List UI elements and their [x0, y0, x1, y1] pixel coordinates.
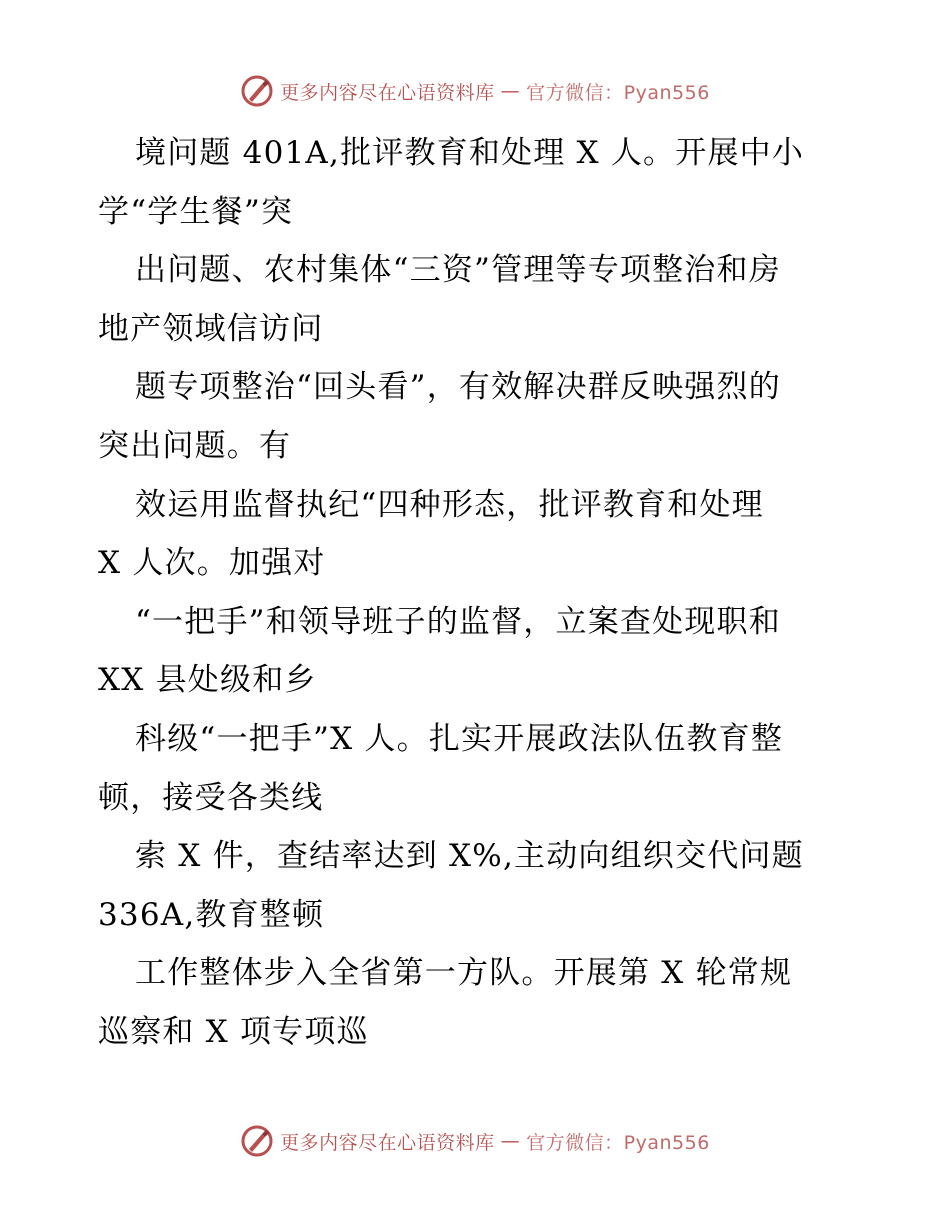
header-watermark [0, 74, 950, 108]
text-line: X 人次。加强对 [98, 545, 326, 582]
watermark-wechat-text: 官方微信：Pyan556 [526, 81, 710, 104]
text-line: 索 X 件，查结率达到 X%,主动向组织交代问题 [135, 838, 804, 875]
text-line: 境问题 401A,批评教育和处理 X 人。开展中小 [135, 135, 805, 171]
watermark-site-text: 更多内容尽在心语资料库 [280, 1131, 495, 1154]
text-line: 突出问题。有 [98, 427, 292, 464]
footer-watermark [0, 1124, 950, 1158]
text-line: XX 县处级和乡 [98, 662, 317, 699]
pen-logo-icon [240, 1124, 274, 1158]
text-line: “一把手”和领导班子的监督，立案查处现职和 [135, 603, 781, 640]
text-line: 巡察和 X 项专项巡 [98, 1013, 369, 1050]
watermark-dash: — [500, 1130, 521, 1152]
pen-logo-icon [240, 74, 274, 108]
text-line: 题专项整治“回头看”，有效解决群反映强烈的 [135, 369, 781, 406]
text-line: 336A,教育整顿 [98, 896, 325, 933]
text-line: 工作整体步入全省第一方队。开展第 X 轮常规 [135, 955, 793, 992]
text-line: 学“学生餐”突 [98, 193, 294, 230]
text-line: 顿，接受各类线 [98, 779, 324, 816]
watermark-site-text: 更多内容尽在心语资料库 [280, 81, 495, 104]
text-line: 效运用监督执纪“四种形态，批评教育和处理 [135, 486, 764, 523]
document-body [98, 124, 858, 1062]
text-line: 地产领域信访问 [98, 310, 324, 347]
watermark-wechat-text: 官方微信：Pyan556 [526, 1131, 710, 1154]
text-line: 出问题、农村集体“三资”管理等专项整治和房 [135, 252, 781, 289]
watermark-dash: — [500, 80, 521, 102]
text-line: 科级“一把手”X 人。扎实开展政法队伍教育整 [135, 720, 784, 757]
